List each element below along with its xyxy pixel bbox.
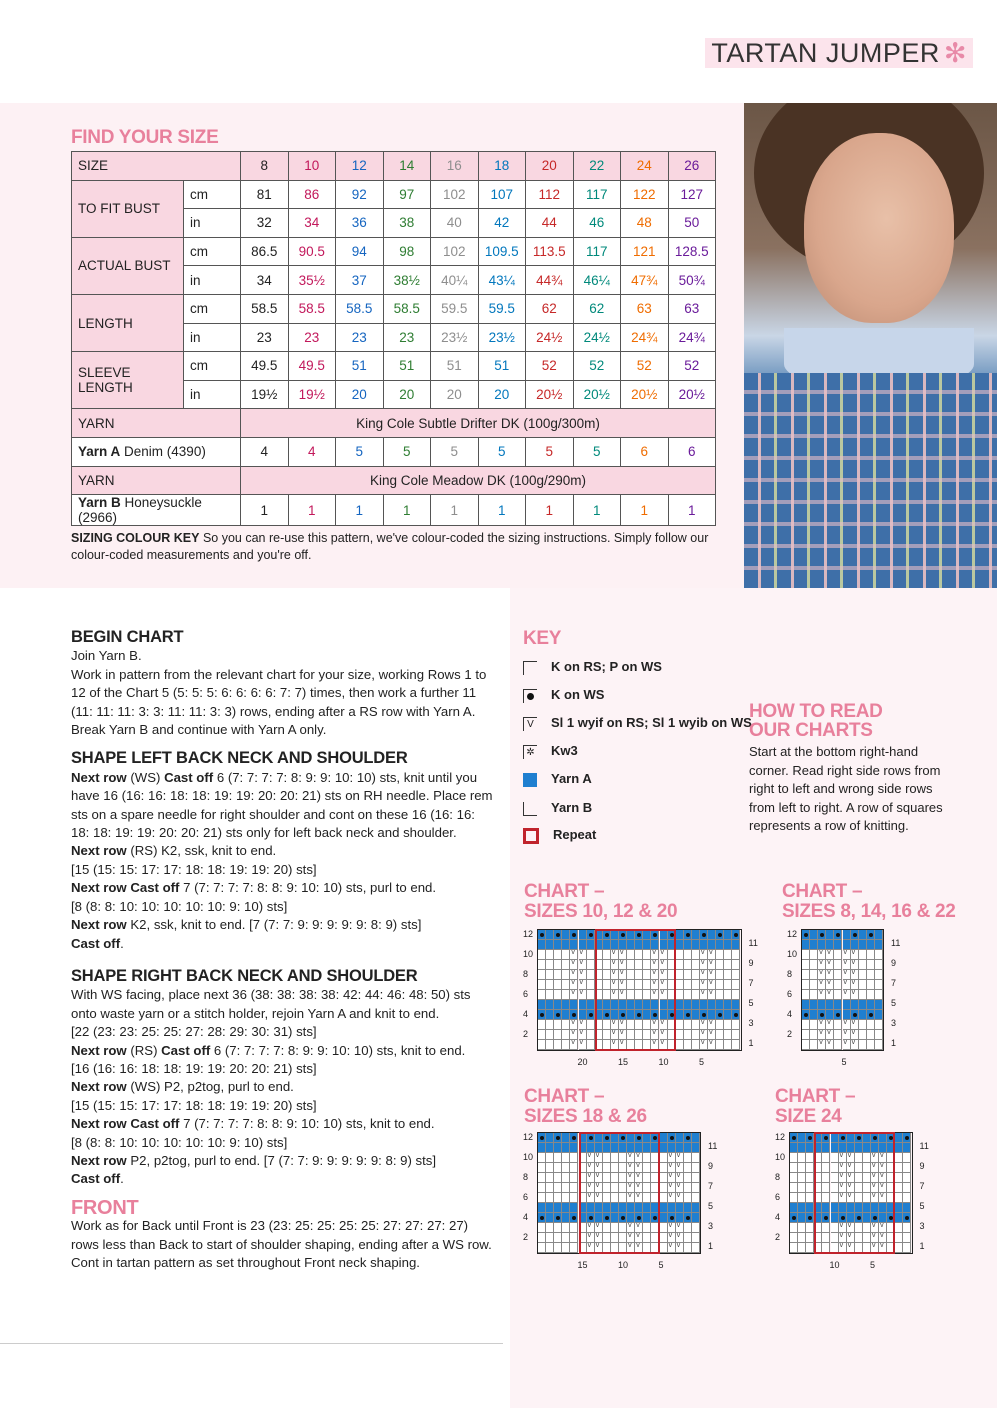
table-cell: 94 — [336, 237, 384, 266]
table-cell: 1 — [383, 495, 431, 526]
row-number: 10 — [787, 949, 798, 959]
table-cell: 23 — [241, 323, 289, 352]
table-cell: 52 — [573, 352, 621, 381]
row-number: 11 — [919, 1141, 929, 1151]
table-cell: 1 — [573, 495, 621, 526]
table-cell: 48 — [621, 209, 669, 238]
table-cell: 59.5 — [478, 294, 526, 323]
stitch-number: 20 — [577, 1057, 588, 1067]
size-label: SIZE — [72, 152, 241, 181]
table-cell: 24¾ — [668, 323, 716, 352]
size-header: 24 — [621, 152, 669, 181]
row-number: 10 — [523, 949, 534, 959]
row-number: 2 — [523, 1029, 529, 1039]
table-cell: 63 — [668, 294, 716, 323]
row-number: 1 — [891, 1038, 897, 1048]
table-cell: 90.5 — [288, 237, 336, 266]
row-number: 7 — [748, 978, 754, 988]
stitch-number: 10 — [618, 1260, 629, 1270]
row-number: 1 — [748, 1038, 754, 1048]
table-cell: 97 — [383, 180, 431, 209]
table-cell: 5 — [383, 437, 431, 466]
table-cell: 24½ — [573, 323, 621, 352]
chart-2-title: CHART – SIZES 8, 14, 16 & 22 — [782, 881, 956, 922]
row-number: 11 — [708, 1141, 718, 1151]
table-cell: 34 — [241, 266, 289, 295]
size-table: SIZE 8 10 12 14 16 18 20 22 24 26 TO FIT BUST cm 81 86 92 97 102 107 112 117 122 127 in 32 34 36 38 40 42 44 46 48 50 ACTUAL BUST cm 86.5 90.5 94 98 102 109.5 113.5 117 121 128.5 in 34 35½ 37 38½ 40¼ 43¼ 44¾ 46¼ 47¾ 50¾ LENGTH cm 58.5 58.5 58.5 58.5 59.5 59.5 62 62 63 63 in 23 23 23 23 23½ 23½ 24½ 24½ 24¾ 24¾ SLEEVE LENGTH cm 49.5 49.5 51 51 51 51 52 52 52 52 in 19½ 19½ 20 20 20 20 20½ 20½ 20½ 20½ YARN King Cole Subtle Drifter DK (100g/300m) Yarn A Denim (4390) 4 4 5 5 5 5 5 5 6 6 YARN King Cole Meadow DK (100g/290m) Yarn B Honeysuckle (2966) 1 1 1 1 1 1 1 1 1 1 — [71, 151, 716, 526]
front-heading: FRONT — [71, 1196, 139, 1219]
table-cell: 47¾ — [621, 266, 669, 295]
key-item-slip: V Sl 1 wyif on RS; Sl 1 wyib on WS — [523, 715, 752, 731]
table-cell: 117 — [573, 237, 621, 266]
row-number: 9 — [748, 958, 754, 968]
stitch-number: 10 — [829, 1260, 840, 1270]
table-cell: 36 — [336, 209, 384, 238]
slip-symbol-icon: V — [523, 717, 537, 731]
row-number: 5 — [708, 1201, 714, 1211]
row-number: 3 — [919, 1221, 925, 1231]
row-number: 8 — [523, 1172, 529, 1182]
table-cell: 1 — [336, 495, 384, 526]
table-cell: 5 — [573, 437, 621, 466]
table-cell: 1 — [241, 495, 289, 526]
table-cell: 19½ — [288, 380, 336, 409]
table-cell: 20 — [478, 380, 526, 409]
row-number: 3 — [891, 1018, 897, 1028]
table-cell: 5 — [431, 437, 479, 466]
begin-chart-heading: BEGIN CHART — [71, 628, 184, 646]
table-cell: 63 — [621, 294, 669, 323]
table-cell: 122 — [621, 180, 669, 209]
table-cell: 58.5 — [288, 294, 336, 323]
table-cell: 42 — [478, 209, 526, 238]
table-cell: 127 — [668, 180, 716, 209]
how-to-read: HOW TO READ OUR CHARTS Start at the bottom right-hand corner. Read right side rows from right to left and wrong side rows from left to right. A row of squares represents a row of knitting. — [749, 701, 943, 833]
repeat-box — [814, 1132, 895, 1254]
row-number: 7 — [919, 1181, 925, 1191]
row-number: 5 — [891, 998, 897, 1008]
row-number: 9 — [919, 1161, 925, 1171]
asterisk-icon: ✻ — [943, 38, 967, 68]
row-number: 4 — [523, 1212, 529, 1222]
row-number: 12 — [523, 1132, 534, 1142]
yarn-name: King Cole Subtle Drifter DK (100g/300m) — [241, 409, 716, 438]
table-cell: 23 — [288, 323, 336, 352]
table-cell: 23 — [336, 323, 384, 352]
row-number: 6 — [787, 989, 793, 999]
yarn-name: King Cole Meadow DK (100g/290m) — [241, 466, 716, 495]
page-header — [0, 0, 997, 103]
row-number: 9 — [708, 1161, 714, 1171]
table-cell: 59.5 — [431, 294, 479, 323]
dot-symbol-icon — [523, 689, 537, 703]
table-cell: 51 — [478, 352, 526, 381]
table-cell: 1 — [668, 495, 716, 526]
table-cell: 37 — [336, 266, 384, 295]
model-photo — [744, 103, 997, 588]
table-cell: 23½ — [478, 323, 526, 352]
table-cell: 44¾ — [526, 266, 574, 295]
table-cell: 46 — [573, 209, 621, 238]
key-item-knit: K on RS; P on WS — [523, 659, 662, 675]
table-cell: 20 — [383, 380, 431, 409]
row-number: 9 — [891, 958, 897, 968]
table-cell: 5 — [478, 437, 526, 466]
row-number: 6 — [523, 1192, 529, 1202]
table-cell: 40 — [431, 209, 479, 238]
table-cell: 62 — [573, 294, 621, 323]
row-number: 10 — [775, 1152, 786, 1162]
row-number: 11 — [748, 938, 758, 948]
row-number: 2 — [523, 1232, 529, 1242]
table-cell: 51 — [383, 352, 431, 381]
table-cell: 20½ — [621, 380, 669, 409]
sizing-colour-key: SIZING COLOUR KEY So you can re-use this pattern, we've colour-coded the sizing instructions. Simply follow our colour-coded measurements and you're off. — [71, 531, 709, 562]
table-cell: 5 — [526, 437, 574, 466]
table-cell: 117 — [573, 180, 621, 209]
table-cell: 5 — [336, 437, 384, 466]
table-cell: 20½ — [526, 380, 574, 409]
table-cell: 58.5 — [241, 294, 289, 323]
table-cell: 23½ — [431, 323, 479, 352]
yarn-a-swatch-icon — [523, 773, 537, 787]
table-cell: 81 — [241, 180, 289, 209]
table-cell: 98 — [383, 237, 431, 266]
stitch-number: 5 — [870, 1260, 876, 1270]
table-cell: 86.5 — [241, 237, 289, 266]
instructions-column: BEGIN CHART Join Yarn B. Work in pattern from the relevant chart for your size, working Rows 1 to 12 of the Chart 5 (5: 5: 5: 6: 6: 6: 6: 7: 7) times, then work a further 11 (11: 11: 11: 3: 3: 11: 11: 3: 3) rows, ending after a RS row with Yarn A. Break Yarn B and continue with Yarn A only. SHAPE LEFT BACK NECK AND SHOULDER Next row (WS) Cast off 6 (7: 7: 7: 7: 8: 9: 9: 10: 10) sts, knit until you have 16 (16: 16: 18: 18: 19: 19: 20: 20: 21) sts on RH needle. Place rem sts on a spare needle for right shoulder and cont on these 16 (16: 16: 18: 18: 19: 19: 20: 20: 21) sts only for left back neck and shoulder. Next row (RS) K2, ssk, knit to end. [15 (15: 15: 17: 17: 18: 18: 19: 19: 20) sts] Next row Cast off 7 (7: 7: 7: 7: 8: 8: 9: 10: 10) sts, purl to end. [8 (8: 8: 10: 10: 10: 10: 10: 9: 10) sts] Next row K2, ssk, knit to end. [7 (7: 7: 9: 9: 9: 9: 9: 8: 9) sts] Cast off. SHAPE RIGHT BACK NECK AND SHOULDER With WS facing, place next 36 (38: 38: 38: 38: 42: 44: 46: 48: 50) sts onto waste yarn or a stitch holder, rejoin Yarn A and knit to end. [22 (23: 23: 25: 25: 27: 28: 29: 30: 31) sts] Next row (RS) Cast off 6 (7: 7: 7: 7: 8: 9: 9: 10: 10) sts, knit to end. [16 (16: 16: 18: 18: 19: 19: 20: 20: 21) sts] Next row (WS) P2, p2tog, purl to end. [15 (15: 15: 17: 17: 18: 18: 19: 19: 20) sts] Next row Cast off 7 (7: 7: 7: 7: 8: 8: 9: 10: 10) sts, knit to end. [8 (8: 8: 10: 10: 10: 10: 10: 9: 10) sts] Next row P2, p2tog, purl to end. [7 (7: 7: 9: 9: 9: 9: 9: 8: 9) sts] Cast off. FRONT Work as for Back until Front is 23 (23: 25: 25: 25: 25: 27: 27: 27: 27) rows less than Back to start of shoulder shaping, ending after a WS row. Cont in tartan pattern as set throughout Front neck shaping. — [71, 628, 496, 1272]
table-cell: 86 — [288, 180, 336, 209]
table-cell: 50¾ — [668, 266, 716, 295]
knitting-chart: v v v v v v v v v v v v v v v v v v v v v v v v v v v v v v v v 12 10 8 6 4 2 11 9 7 5 3 1 10 5 — [775, 1132, 929, 1270]
row-number: 12 — [787, 929, 798, 939]
size-header: 8 — [241, 152, 289, 181]
stitch-number: 5 — [699, 1057, 705, 1067]
size-header: 16 — [431, 152, 479, 181]
stitch-number: 15 — [618, 1057, 629, 1067]
table-cell: 1 — [478, 495, 526, 526]
star-symbol-icon: ✲ — [523, 745, 537, 759]
size-header: 20 — [526, 152, 574, 181]
table-cell: 58.5 — [383, 294, 431, 323]
table-cell: 52 — [621, 352, 669, 381]
table-cell: 40¼ — [431, 266, 479, 295]
chart-3-title: CHART – SIZES 18 & 26 — [524, 1086, 647, 1127]
knitting-chart: v v v v v v v v v v v v v v v v v v v v v v v v v v v v v v v v v v v v v v v v v v v v v v v v 12 10 8 6 4 2 11 9 7 5 3 1 15 10 5 — [523, 1132, 718, 1270]
table-cell: 107 — [478, 180, 526, 209]
knit-symbol-icon — [523, 661, 537, 675]
yarn-b-swatch-icon — [523, 802, 537, 816]
table-cell: 51 — [431, 352, 479, 381]
measure-label: SLEEVE LENGTH — [72, 352, 184, 409]
table-cell: 112 — [526, 180, 574, 209]
table-cell: 43¼ — [478, 266, 526, 295]
table-cell: 128.5 — [668, 237, 716, 266]
table-cell: 38 — [383, 209, 431, 238]
table-cell: 1 — [621, 495, 669, 526]
key-item-repeat: Repeat — [523, 827, 596, 844]
table-cell: 24¾ — [621, 323, 669, 352]
table-cell: 44 — [526, 209, 574, 238]
table-cell: 19½ — [241, 380, 289, 409]
size-header: 26 — [668, 152, 716, 181]
size-header: 18 — [478, 152, 526, 181]
row-number: 8 — [787, 969, 793, 979]
row-number: 12 — [775, 1132, 786, 1142]
row-number: 5 — [748, 998, 754, 1008]
table-cell: 52 — [526, 352, 574, 381]
table-cell: 35½ — [288, 266, 336, 295]
row-number: 5 — [919, 1201, 925, 1211]
table-cell: 113.5 — [526, 237, 574, 266]
table-cell: 20 — [336, 380, 384, 409]
table-cell: 92 — [336, 180, 384, 209]
find-size-heading: FIND YOUR SIZE — [71, 127, 219, 148]
stitch-number: 10 — [658, 1057, 669, 1067]
table-cell: 1 — [431, 495, 479, 526]
key-item-kw3: ✲ Kw3 — [523, 743, 578, 759]
divider — [0, 1343, 503, 1344]
row-number: 12 — [523, 929, 534, 939]
table-cell: 62 — [526, 294, 574, 323]
row-number: 2 — [787, 1029, 793, 1039]
measure-label: TO FIT BUST — [72, 180, 184, 237]
row-number: 7 — [891, 978, 897, 988]
table-cell: 102 — [431, 237, 479, 266]
row-number: 11 — [891, 938, 901, 948]
row-number: 7 — [708, 1181, 714, 1191]
knitting-chart: v v v v v v v v v v v v v v v v v v v v v v v v v v v v v v v v v v v v v v v v v v v v v v v v v v v v v v v v v v v v v v v v 12 10 8 6 4 2 11 9 7 5 3 1 20 15 10 5 — [523, 929, 758, 1067]
row-number: 6 — [523, 989, 529, 999]
measure-label: ACTUAL BUST — [72, 237, 184, 294]
key-item-purl: K on WS — [523, 687, 604, 703]
repeat-box — [595, 929, 676, 1051]
table-cell: 52 — [668, 352, 716, 381]
table-cell: 34 — [288, 209, 336, 238]
row-number: 4 — [523, 1009, 529, 1019]
size-header: 12 — [336, 152, 384, 181]
row-number: 4 — [787, 1009, 793, 1019]
row-number: 2 — [775, 1232, 781, 1242]
table-cell: 20 — [431, 380, 479, 409]
table-cell: 1 — [288, 495, 336, 526]
row-number: 3 — [748, 1018, 754, 1028]
table-cell: 24½ — [526, 323, 574, 352]
stitch-number: 5 — [841, 1057, 847, 1067]
row-number: 8 — [523, 969, 529, 979]
table-cell: 58.5 — [336, 294, 384, 323]
table-cell: 50 — [668, 209, 716, 238]
table-cell: 38½ — [383, 266, 431, 295]
table-cell: 6 — [668, 437, 716, 466]
repeat-box-icon — [523, 828, 539, 844]
table-cell: 46¼ — [573, 266, 621, 295]
table-cell: 121 — [621, 237, 669, 266]
row-number: 1 — [708, 1241, 714, 1251]
table-cell: 109.5 — [478, 237, 526, 266]
page-title: TARTAN JUMPER ✻ — [705, 38, 973, 68]
table-cell: 4 — [288, 437, 336, 466]
table-cell: 102 — [431, 180, 479, 209]
table-cell: 20½ — [573, 380, 621, 409]
stitch-number: 15 — [577, 1260, 588, 1270]
row-number: 3 — [708, 1221, 714, 1231]
row-number: 4 — [775, 1212, 781, 1222]
key-item-yarn-a: Yarn A — [523, 771, 592, 787]
table-cell: 32 — [241, 209, 289, 238]
table-cell: 1 — [526, 495, 574, 526]
row-number: 10 — [523, 1152, 534, 1162]
row-number: 1 — [919, 1241, 925, 1251]
table-cell: 49.5 — [241, 352, 289, 381]
chart-4-title: CHART – SIZE 24 — [775, 1086, 856, 1127]
row-number: 8 — [775, 1172, 781, 1182]
table-cell: 51 — [336, 352, 384, 381]
table-cell: 20½ — [668, 380, 716, 409]
table-cell: 6 — [621, 437, 669, 466]
size-header: 10 — [288, 152, 336, 181]
knitting-chart: v v v v v v v v v v v v v v v v v v v v v v v v v v v v v v v v 12 10 8 6 4 2 11 9 7 5 3 1 5 — [787, 929, 901, 1067]
table-cell: 49.5 — [288, 352, 336, 381]
size-header: 22 — [573, 152, 621, 181]
left-shoulder-heading: SHAPE LEFT BACK NECK AND SHOULDER — [71, 749, 408, 768]
chart-1-title: CHART – SIZES 10, 12 & 20 — [524, 881, 678, 922]
stitch-number: 5 — [658, 1260, 664, 1270]
table-cell: 4 — [241, 437, 289, 466]
repeat-box — [579, 1132, 660, 1254]
row-number: 6 — [775, 1192, 781, 1202]
key-heading: KEY — [523, 628, 562, 649]
table-cell: 23 — [383, 323, 431, 352]
right-shoulder-heading: SHAPE RIGHT BACK NECK AND SHOULDER — [71, 966, 418, 985]
size-header: 14 — [383, 152, 431, 181]
key-item-yarn-b: Yarn B — [523, 800, 592, 816]
measure-label: LENGTH — [72, 294, 184, 351]
